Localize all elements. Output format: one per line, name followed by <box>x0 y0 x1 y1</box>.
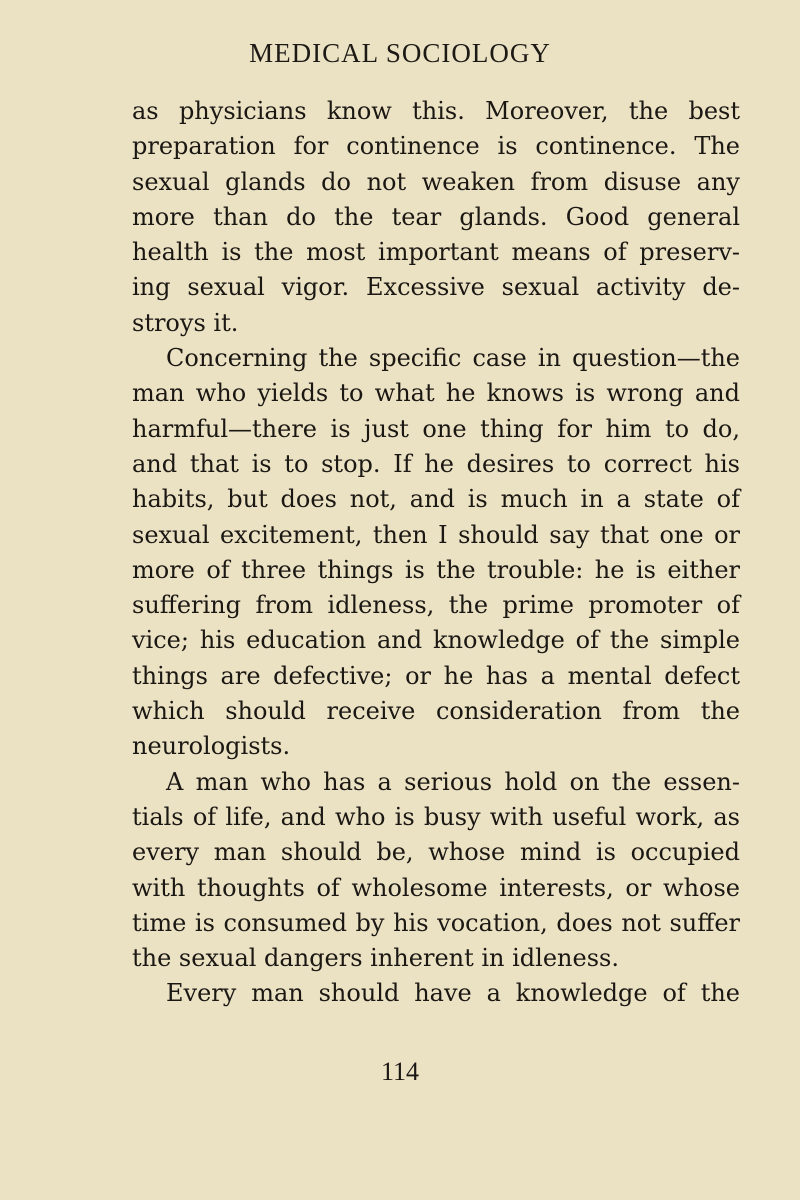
paragraph-continuation: as physicians know this. Moreover, the best preparation for continence is continence. The sexual glands do not weaken from disuse any more than do the tear glands. Good general health is the most important means of preserv-ing sexual vigor. Excessive sexual activity de-stroys it. <box>132 97 740 337</box>
body-text <box>132 94 740 1012</box>
paragraph-every-man: Every man should have a knowledge of the <box>166 979 740 1008</box>
page-number: 114 <box>380 1057 420 1086</box>
paragraph-serious-man: A man who has a serious hold on the essen-tials of life, and who is busy with useful work, as every man should be, whose mind is occupied with thoughts of wholesome interests, or whose time is consumed by his vocation, does not suffer the sexual dangers inherent in idleness. <box>132 767 740 973</box>
running-header: MEDICAL SOCIOLOGY <box>249 38 551 68</box>
paragraph-specific-case: Concerning the specific case in question—the man who yields to what he knows is wrong and harmful—there is just one thing for him to do, and that is to stop. If he desires to correct his habits, but does not, and is much in a state of sexual excitement, then I should say that one or more of three things is the trouble: he is either suffering from idleness, the prime promoter of vice; his education and knowledge of the simple things are defective; or he has a mental defect which should receive consideration from the neurologists. <box>132 344 740 761</box>
